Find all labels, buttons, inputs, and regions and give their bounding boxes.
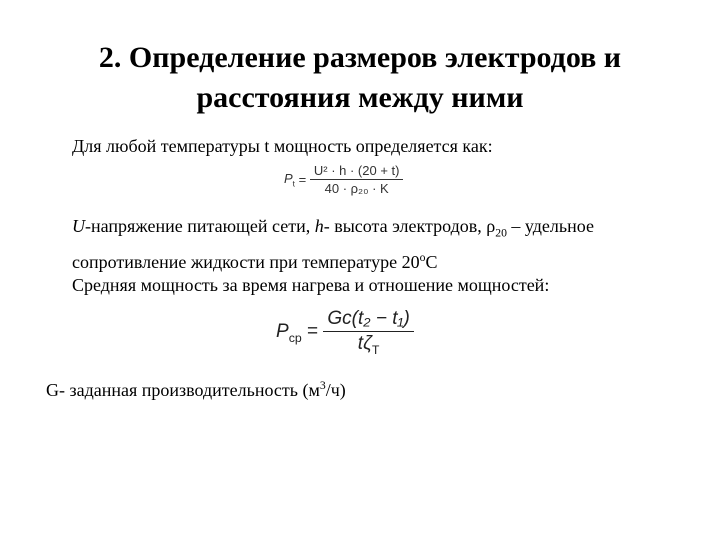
paragraph-power-intro: Для любой температуры t мощность определяется как: (72, 136, 493, 156)
symbol-U: U (72, 216, 85, 236)
text-resistance-line: сопротивление жидкости при температуре 20 (72, 251, 420, 272)
productivity-text: G- заданная производительность (м (46, 380, 320, 400)
formula2-den-subscript: T (371, 342, 380, 357)
formula-power-at-temperature (284, 163, 403, 196)
paragraph-variable-definitions (72, 214, 594, 274)
text-U-definition: -напряжение питающей сети, (85, 216, 311, 236)
formula2-denominator (323, 332, 413, 357)
formula1-denominator: 40 · ρ₂₀ · K (324, 181, 389, 196)
formula2-symbol: P (276, 320, 289, 342)
text-rho-definition: – удельное (506, 216, 594, 236)
formula2-equals: = (307, 321, 319, 343)
title-line-2: расстояния между ними (196, 81, 524, 114)
symbol-h: h (314, 216, 324, 236)
productivity-unit-tail: /ч) (325, 380, 346, 400)
text-h-definition: - высота электродов, (323, 216, 482, 236)
title-line-1: 2. Определение размеров электродов и (98, 41, 622, 74)
formula1-fraction (310, 163, 404, 196)
symbol-rho-subscript: 20 (495, 226, 507, 240)
celsius-unit: С (425, 251, 438, 272)
formula2-numerator (323, 308, 413, 332)
symbol-rho: ρ (486, 216, 496, 236)
formula1-subscript: t (292, 178, 296, 189)
formula2-subscript: ср (288, 330, 302, 345)
slide-title (40, 38, 680, 118)
formula2-fraction (323, 308, 413, 357)
paragraph-productivity (46, 374, 346, 402)
formula-average-power (276, 308, 414, 357)
formula2-numerator-text: Gc(t₂ − t₁) (327, 308, 410, 329)
productivity-unit-power: 3 (319, 379, 326, 392)
degree-symbol: o (419, 250, 426, 264)
formula2-lhs (276, 321, 302, 345)
formula1-numerator: U² · h · (20 + t) (310, 163, 404, 180)
formula1-equals: = (298, 172, 307, 187)
formula1-symbol: P (284, 170, 293, 186)
formula2-den-t: t (357, 333, 364, 354)
formula1-lhs (284, 171, 295, 189)
formula2-den-zeta: ζ (363, 333, 372, 354)
paragraph-average-power: Средняя мощность за время нагрева и отношение мощностей: (72, 275, 550, 295)
